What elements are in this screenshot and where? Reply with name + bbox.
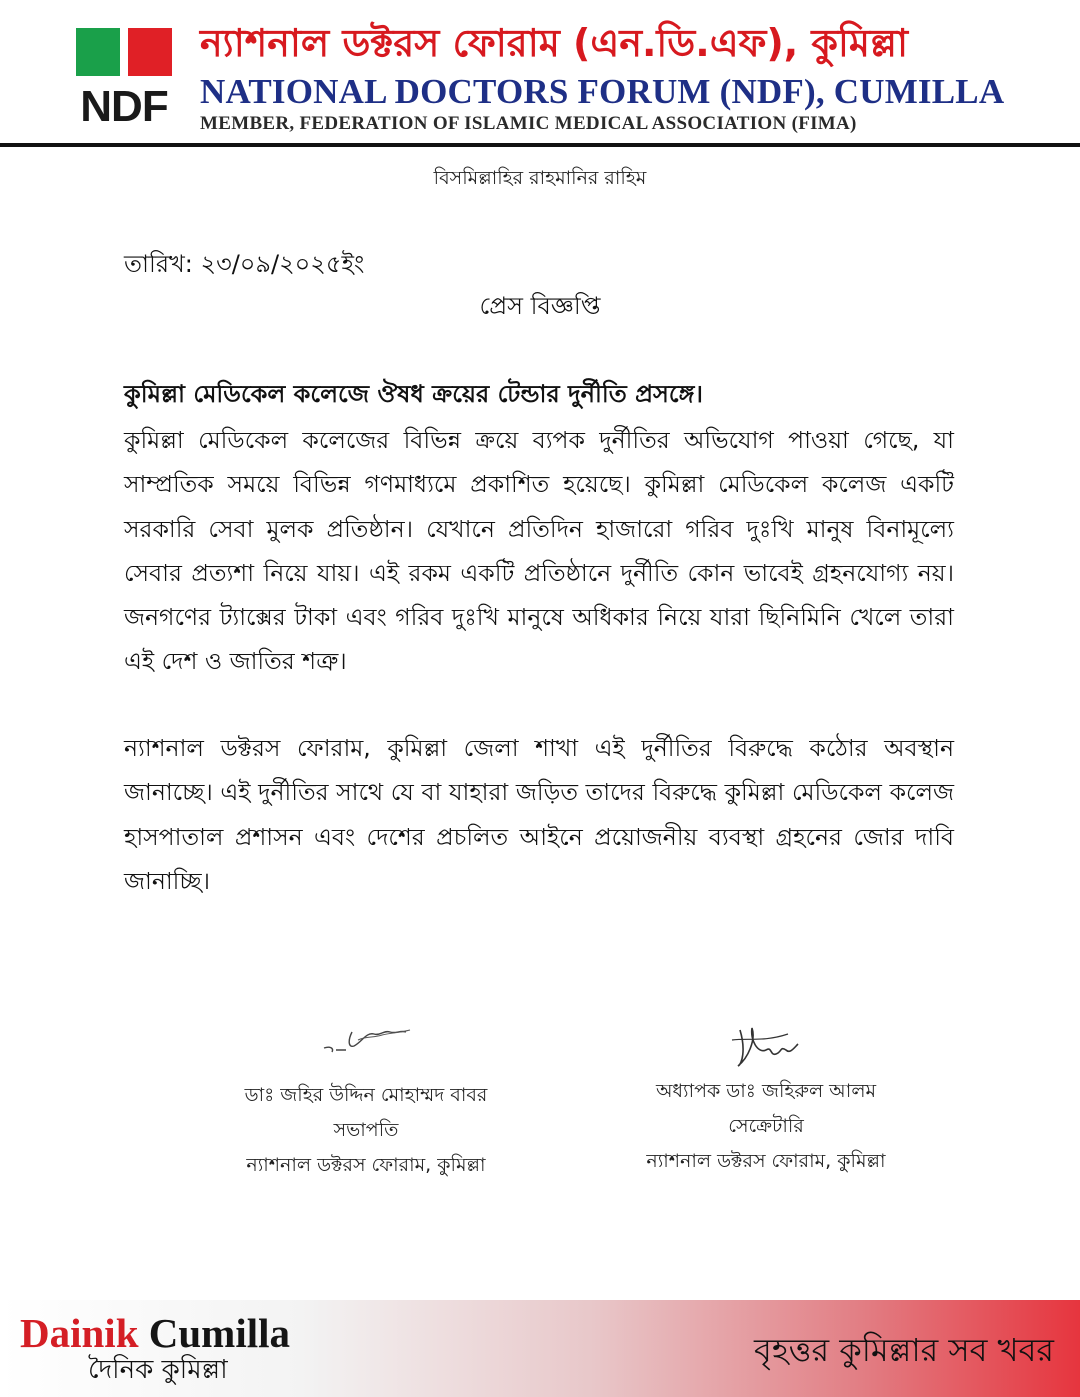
left-signatory-block: [186, 1078, 546, 1183]
brand-name-bengali: দৈনিক কুমিল্লা: [88, 1355, 228, 1385]
logo-red-square: [128, 28, 172, 76]
left-signature-icon: [318, 1018, 418, 1066]
footer-tagline: বৃহত্তর কুমিল্লার সব খবর: [754, 1331, 1054, 1369]
brand-word-cumilla: Cumilla: [148, 1310, 290, 1356]
header-divider: [0, 143, 1080, 147]
brand-word-dainik: Dainik: [20, 1310, 139, 1356]
right-signatory-name: অধ্যাপক ডাঃ জহিরুল আলম: [655, 1080, 877, 1102]
membership-line: MEMBER, FEDERATION OF ISLAMIC MEDICAL ASSOCIATION (FIMA): [200, 113, 857, 134]
body-paragraph-1: কুমিল্লা মেডিকেল কলেজের বিভিন্ন ক্রয়ে ব্যপক দুর্নীতির অভিযোগ পাওয়া গেছে, যা সাম্প্রতিক সময়ে বিভিন্ন গণমাধ্যমে প্রকাশিত হয়েছে। কুমিল্লা মেডিকেল কলেজ একটি সরকারি সেবা মুলক প্রতিষ্ঠান। যেখানে প্রতিদিন হাজারো গরিব দুঃখি মানুষ বিনামূল্যে সেবার প্রত্যশা নিয়ে যায়। এই রকম একটি প্রতিষ্ঠানে দুর্নীতি কোন ভাবেই গ্রহনযোগ্য নয়। জনগণের ট্যাক্সের টাকা এবং গরিব দুঃখি মানুষে অধিকার নিয়ে যারা ছিনিমিনি খেলে তারা এই দেশ ও জাতির শত্রু।: [124, 426, 954, 676]
bismillah-line: বিসমিল্লাহির রাহমানির রাহিম: [433, 167, 647, 189]
logo-text: NDF: [80, 82, 168, 131]
press-release-heading: প্রেস বিজ্ঞপ্তি: [479, 292, 601, 320]
ndf-logo: [76, 28, 172, 132]
org-name-english: NATIONAL DOCTORS FORUM (NDF), CUMILLA: [200, 72, 1005, 111]
logo-green-square: [76, 28, 120, 76]
right-signature-icon: [728, 1020, 808, 1072]
right-signatory-org: ন্যাশনাল ডক্টরস ফোরাম, কুমিল্লা: [646, 1150, 886, 1172]
left-signatory-name: ডাঃ জহির উদ্দিন মোহাম্মদ বাবর: [244, 1084, 488, 1106]
dainik-cumilla-logo: [20, 1310, 290, 1356]
org-name-bengali: ন্যাশনাল ডক্টরস ফোরাম (এন.ডি.এফ), কুমিল্লা: [200, 21, 909, 65]
body-paragraph-2: ন্যাশনাল ডক্টরস ফোরাম, কুমিল্লা জেলা শাখা এই দুর্নীতির বিরুদ্ধে কঠোর অবস্থান জানাচ্ছে। এই দুর্নীতির সাথে যে বা যাহারা জড়িত তাদের বিরুদ্ধে কুমিল্লা মেডিকেল কলেজ হাসপাতাল প্রশাসন এবং দেশের প্রচলিত আইনে প্রয়োজনীয় ব্যবস্থা গ্রহনের জোর দাবি জানাচ্ছি।: [124, 734, 954, 895]
letterhead: [0, 0, 1080, 150]
right-signatory-block: [586, 1074, 946, 1179]
letter-subject: কুমিল্লা মেডিকেল কলেজে ঔষধ ক্রয়ের টেন্ডার দুর্নীতি প্রসঙ্গে।: [124, 380, 703, 408]
left-signatory-title: সভাপতি: [333, 1119, 399, 1141]
left-signatory-org: ন্যাশনাল ডক্টরস ফোরাম, কুমিল্লা: [246, 1154, 486, 1176]
right-signatory-title: সেক্রেটারি: [728, 1115, 804, 1137]
letter-date: তারিখ: ২৩/০৯/২০২৫ইং: [124, 250, 365, 278]
